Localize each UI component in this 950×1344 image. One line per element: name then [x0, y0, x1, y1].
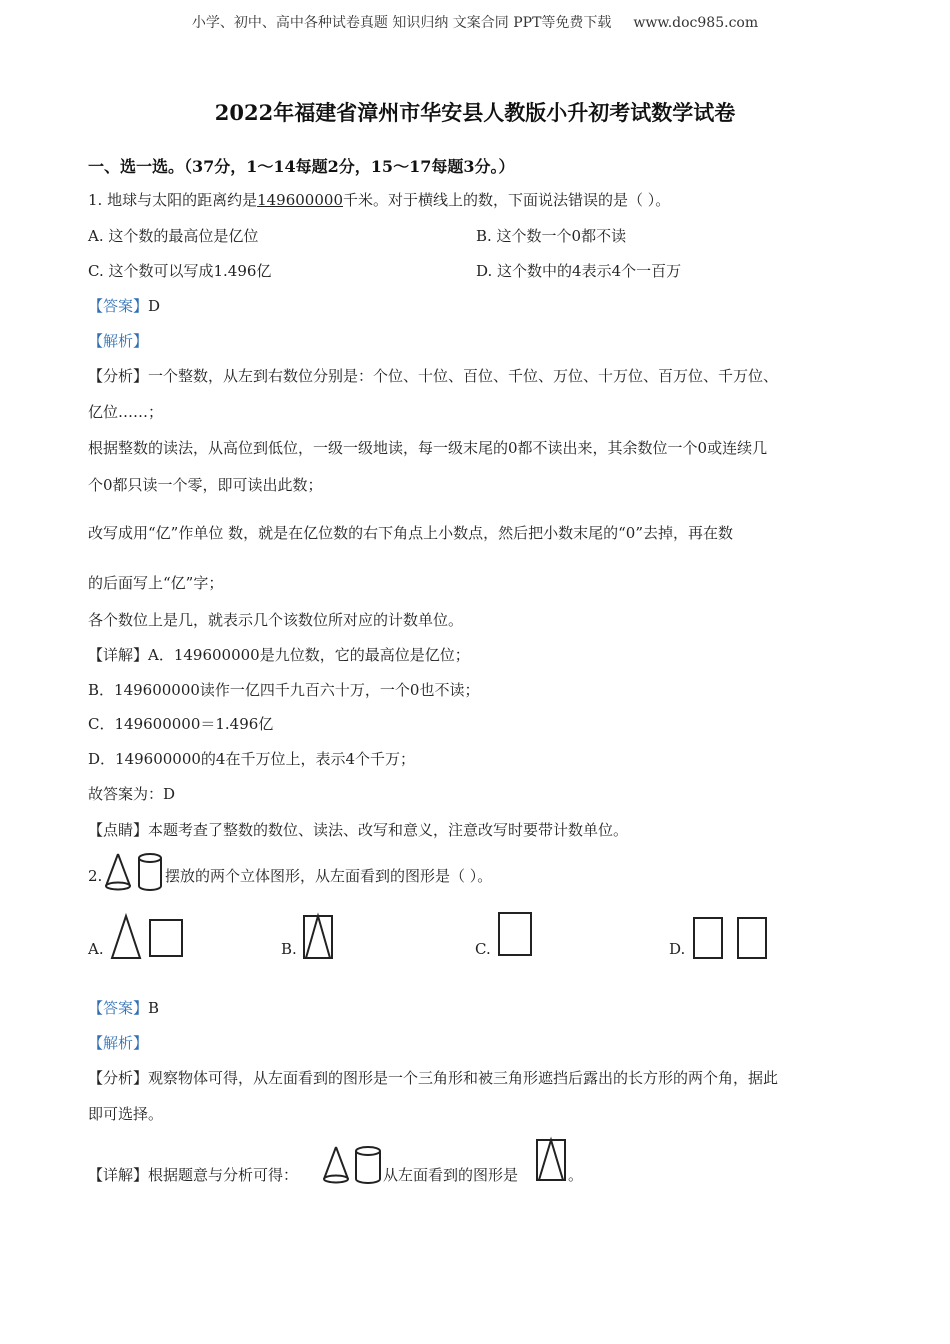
q2-analysis-line: 【分析】观察物体可得，从左面看到的图形是一个三角形和被三角形遮挡后露出的长方形的两个角，据此	[88, 1069, 779, 1087]
q1-jiexi: 【解析】	[88, 332, 149, 350]
q1-analysis-line: 各个数位上是几，就表示几个该数位所对应的计数单位。	[88, 611, 464, 629]
cone-cylinder-figure	[104, 852, 162, 892]
option-d-figure	[692, 916, 772, 962]
q2-answer: 【答案】B	[88, 999, 160, 1017]
q2-analysis-line: 即可选择。	[88, 1105, 164, 1123]
section-heading: 一、选一选。（37分，1～14每题2分，15～17每题3分。）	[88, 157, 515, 176]
q1-underlined-number: 149600000	[257, 191, 343, 209]
q1-detail-line: C．149600000＝1.496亿	[88, 715, 274, 733]
q1-answer: 【答案】D	[88, 297, 161, 315]
q1-detail-line: B．149600000读作一亿四千九百六十万，一个0也不读；	[88, 681, 480, 699]
q1-analysis-line: 【分析】一个整数，从左到右数位分别是：个位、十位、百位、千位、万位、十万位、百万位、千万位、	[88, 367, 779, 385]
q1-option-c: C. 这个数可以写成1.496亿	[88, 262, 272, 280]
q1-analysis-line: 改写成用“亿”作单位 数，就是在亿位数的右下角点上小数点，然后把小数末尾的“0”去掉，再在数	[88, 524, 733, 542]
q1-analysis-line: 个0都只读一个零，即可读出此数；	[88, 476, 323, 494]
page-title: 2022年福建省漳州市华安县人教版小升初考试数学试卷	[214, 100, 736, 125]
header-site[interactable]: www.doc985.com	[633, 15, 759, 31]
q1-detail-line: 【详解】A．149600000是九位数，它的最高位是亿位；	[88, 646, 470, 664]
detail-cone-cylinder-figure	[322, 1145, 384, 1185]
q2-detail-pre: 【详解】根据题意与分析可得：	[88, 1166, 299, 1184]
q2-stem: 摆放的两个立体图形，从左面看到的图形是（ ）。	[165, 867, 493, 885]
option-a-figure	[110, 914, 186, 960]
q1-analysis-line: 的后面写上“亿”字；	[88, 574, 224, 592]
page-header	[0, 12, 950, 32]
q2-detail-end: 。	[568, 1166, 584, 1184]
q2-detail-mid: 从左面看到的图形是	[383, 1166, 519, 1184]
header-text: 小学、初中、高中各种试卷真题 知识归纳 文案合同 PPT等免费下载	[191, 15, 612, 31]
q1-option-b: B. 这个数一个0都不读	[476, 227, 627, 245]
detail-result-figure	[535, 1138, 569, 1184]
q2-jiexi: 【解析】	[88, 1034, 149, 1052]
q2-number: 2.	[88, 867, 103, 885]
q1-analysis-line: 亿位……；	[88, 403, 164, 421]
q1-option-a: A. 这个数的最高位是亿位	[88, 227, 259, 245]
q2-option-c-label: C.	[475, 940, 491, 958]
q1-stem: 1. 地球与太阳的距离约是149600000千米。对于横线上的数，下面说法错误的是（ ）。	[88, 191, 671, 209]
q1-dianjing: 【点睛】本题考查了整数的数位、读法、改写和意义，注意改写时要带计数单位。	[88, 821, 629, 839]
q2-option-b-label: B.	[281, 940, 297, 958]
q1-detail-line: D．149600000的4在千万位上，表示4个千万；	[88, 750, 416, 768]
q1-option-d: D. 这个数中的4表示4个一百万	[476, 262, 682, 280]
option-b-figure	[302, 914, 336, 960]
q1-analysis-line: 根据整数的读法，从高位到低位，一级一级地读，每一级末尾的0都不读出来，其余数位一个0或连续几	[88, 439, 768, 457]
q2-option-d-label: D.	[669, 940, 686, 958]
q1-conclusion: 故答案为：D	[88, 785, 176, 803]
q2-option-a-label: A.	[88, 940, 104, 958]
option-c-figure	[497, 911, 537, 961]
